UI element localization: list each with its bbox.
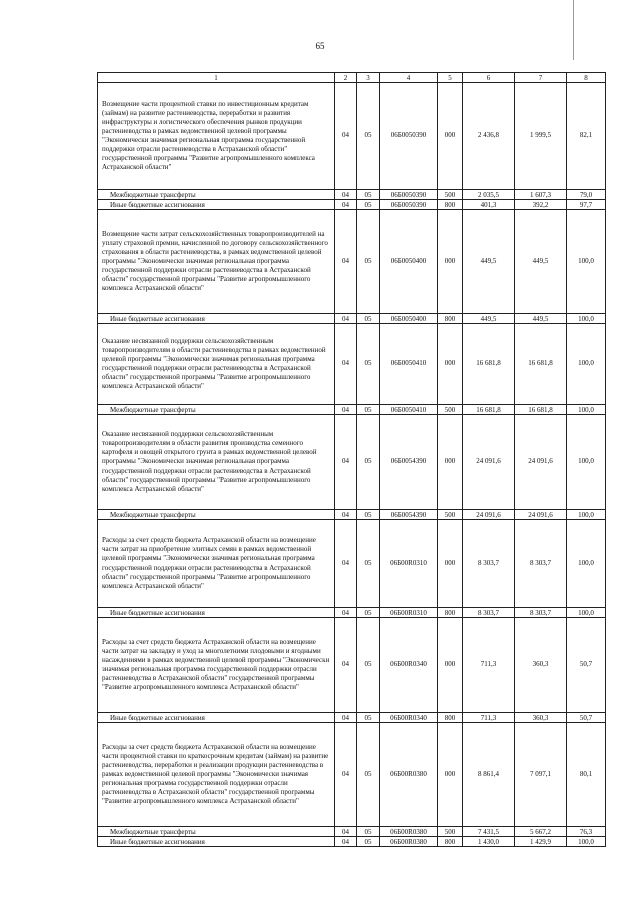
cell-subsection-code: 05 xyxy=(357,520,380,608)
cell-execution-percent: 100,0 xyxy=(567,415,606,510)
cell-name: Расходы за счет средств бюджета Астраханской области на возмещение части затрат на приобретение элитных семян в рамках ведомственной целевой программы "Экономически значимая региональная программа государственной поддержки отрасли растениеводства в Астраханской области" государственной программы "Развитие агропромышленного комплекса Астраханской области" xyxy=(98,520,335,608)
header-col-4: 4 xyxy=(380,73,438,83)
cell-target-code: 06Б0050390 xyxy=(380,190,438,200)
cell-section-code: 04 xyxy=(335,314,357,324)
cell-planned-amount: 8 303,7 xyxy=(463,520,515,608)
cell-name: Расходы за счет средств бюджета Астраханской области на возмещение части процентной ставки по краткосрочным кредитам (займам) на развитие растениеводства, переработки и реализации продукции растениеводства в рамках ведомственной целевой программы "Экономически значимая региональная программа государственной поддержки отрасли растениеводства в Астраханской области" государственной программы "Развитие агропромышленного комплекса Астраханской области" xyxy=(98,723,335,827)
cell-expense-type-code: 500 xyxy=(438,510,463,520)
header-col-7: 7 xyxy=(515,73,567,83)
header-col-1: 1 xyxy=(98,73,335,83)
cell-expense-type-code: 500 xyxy=(438,190,463,200)
cell-name: Межбюджетные трансферты xyxy=(98,405,335,415)
cell-subsection-code: 05 xyxy=(357,827,380,837)
cell-name: Возмещение части затрат сельскохозяйственных товаропроизводителей на уплату страховой премии, начисленной по договору сельскохозяйственного страхования в области растениеводства, в рамках ведомственной целевой программы "Экономически значимая региональная программа государственной поддержки отрасли растениеводства в Астраханской области" государственной программы "Развитие агропромышленного комплекса Астраханской области" xyxy=(98,210,335,314)
cell-expense-type-code: 000 xyxy=(438,415,463,510)
cell-target-code: 06Б00R0380 xyxy=(380,827,438,837)
cell-subsection-code: 05 xyxy=(357,837,380,847)
cell-target-code: 06Б00R0380 xyxy=(380,837,438,847)
cell-name: Иные бюджетные ассигнования xyxy=(98,608,335,618)
cell-executed-amount: 16 681,8 xyxy=(515,324,567,405)
cell-subsection-code: 05 xyxy=(357,608,380,618)
cell-section-code: 04 xyxy=(335,618,357,713)
cell-name: Возмещение части процентной ставки по инвестиционным кредитам (займам) на развитие растениеводства, переработки и развития инфраструктуры и логистического обеспечения рынков продукции растениеводства в рамках ведомственной целевой программы "Экономически значимая региональная программа государственной поддержки отрасли растениеводства в Астраханской области" государственной программы "Развитие агропромышленного комплекса Астраханской области" xyxy=(98,83,335,190)
cell-executed-amount: 449,5 xyxy=(515,314,567,324)
cell-expense-type-code: 800 xyxy=(438,314,463,324)
cell-name: Межбюджетные трансферты xyxy=(98,827,335,837)
cell-planned-amount: 2 436,8 xyxy=(463,83,515,190)
cell-section-code: 04 xyxy=(335,405,357,415)
cell-subsection-code: 05 xyxy=(357,83,380,190)
cell-target-code: 06Б0050410 xyxy=(380,405,438,415)
cell-expense-type-code: 000 xyxy=(438,723,463,827)
cell-planned-amount: 8 303,7 xyxy=(463,608,515,618)
table-subrow xyxy=(98,827,606,837)
cell-name: Оказание несвязанной поддержки сельскохозяйственным товаропроизводителям в области растениеводства в рамках ведомственной целевой программы "Экономически значимая региональная программа государственной поддержки отрасли растениеводства в Астраханской области" государственной программы "Развитие агропромышленного комплекса Астраханской области" xyxy=(98,324,335,405)
cell-subsection-code: 05 xyxy=(357,510,380,520)
cell-section-code: 04 xyxy=(335,827,357,837)
cell-target-code: 06Б0050390 xyxy=(380,200,438,210)
cell-executed-amount: 16 681,8 xyxy=(515,405,567,415)
cell-section-code: 04 xyxy=(335,510,357,520)
cell-executed-amount: 392,2 xyxy=(515,200,567,210)
cell-planned-amount: 24 091,6 xyxy=(463,415,515,510)
cell-planned-amount: 16 681,8 xyxy=(463,405,515,415)
budget-table-wrapper xyxy=(97,72,605,847)
cell-executed-amount: 7 097,1 xyxy=(515,723,567,827)
cell-expense-type-code: 000 xyxy=(438,83,463,190)
cell-subsection-code: 05 xyxy=(357,314,380,324)
cell-section-code: 04 xyxy=(335,415,357,510)
header-col-5: 5 xyxy=(438,73,463,83)
cell-expense-type-code: 000 xyxy=(438,210,463,314)
table-subrow xyxy=(98,608,606,618)
table-subrow xyxy=(98,190,606,200)
budget-table xyxy=(97,72,606,847)
table-subrow xyxy=(98,405,606,415)
cell-execution-percent: 100,0 xyxy=(567,405,606,415)
cell-planned-amount: 449,5 xyxy=(463,210,515,314)
cell-execution-percent: 100,0 xyxy=(567,837,606,847)
cell-section-code: 04 xyxy=(335,83,357,190)
cell-expense-type-code: 800 xyxy=(438,837,463,847)
cell-execution-percent: 76,3 xyxy=(567,827,606,837)
page-number: 65 xyxy=(315,41,325,51)
cell-subsection-code: 05 xyxy=(357,713,380,723)
cell-execution-percent: 100,0 xyxy=(567,608,606,618)
cell-name: Оказание несвязанной поддержки сельскохозяйственным товаропроизводителям в области развития производства семенного картофеля и овощей открытого грунта в рамках ведомственной целевой программы "Экономически значимая региональная программа государственной поддержки отрасли растениеводства в Астраханской области" государственной программы "Развитие агропромышленного комплекса Астраханской области" xyxy=(98,415,335,510)
cell-planned-amount: 401,3 xyxy=(463,200,515,210)
header-row xyxy=(98,73,606,83)
cell-expense-type-code: 500 xyxy=(438,827,463,837)
cell-planned-amount: 711,3 xyxy=(463,713,515,723)
cell-target-code: 06Б0050410 xyxy=(380,324,438,405)
cell-execution-percent: 100,0 xyxy=(567,210,606,314)
cell-execution-percent: 79,0 xyxy=(567,190,606,200)
cell-subsection-code: 05 xyxy=(357,210,380,314)
cell-execution-percent: 100,0 xyxy=(567,510,606,520)
table-subrow xyxy=(98,713,606,723)
cell-target-code: 06Б00R0310 xyxy=(380,520,438,608)
cell-executed-amount: 1 607,3 xyxy=(515,190,567,200)
cell-target-code: 06Б00R0380 xyxy=(380,723,438,827)
cell-subsection-code: 05 xyxy=(357,405,380,415)
cell-subsection-code: 05 xyxy=(357,324,380,405)
cell-expense-type-code: 000 xyxy=(438,324,463,405)
cell-execution-percent: 82,1 xyxy=(567,83,606,190)
cell-executed-amount: 360,3 xyxy=(515,618,567,713)
cell-target-code: 06Б00R0340 xyxy=(380,713,438,723)
table-row xyxy=(98,210,606,314)
cell-executed-amount: 24 091,6 xyxy=(515,415,567,510)
cell-execution-percent: 100,0 xyxy=(567,520,606,608)
cell-execution-percent: 100,0 xyxy=(567,314,606,324)
cell-executed-amount: 449,5 xyxy=(515,210,567,314)
cell-section-code: 04 xyxy=(335,713,357,723)
cell-planned-amount: 449,5 xyxy=(463,314,515,324)
cell-target-code: 06Б0050400 xyxy=(380,210,438,314)
table-row xyxy=(98,83,606,190)
cell-executed-amount: 1 429,9 xyxy=(515,837,567,847)
cell-name: Иные бюджетные ассигнования xyxy=(98,200,335,210)
cell-target-code: 06Б0050390 xyxy=(380,83,438,190)
cell-planned-amount: 711,3 xyxy=(463,618,515,713)
table-body xyxy=(98,83,606,847)
cell-subsection-code: 05 xyxy=(357,190,380,200)
header-col-8: 8 xyxy=(567,73,606,83)
cell-name: Межбюджетные трансферты xyxy=(98,510,335,520)
cell-section-code: 04 xyxy=(335,520,357,608)
cell-section-code: 04 xyxy=(335,837,357,847)
cell-section-code: 04 xyxy=(335,210,357,314)
cell-executed-amount: 8 303,7 xyxy=(515,608,567,618)
cell-expense-type-code: 000 xyxy=(438,618,463,713)
cell-planned-amount: 16 681,8 xyxy=(463,324,515,405)
cell-name: Межбюджетные трансферты xyxy=(98,190,335,200)
cell-section-code: 04 xyxy=(335,200,357,210)
header-col-6: 6 xyxy=(463,73,515,83)
cell-planned-amount: 7 431,5 xyxy=(463,827,515,837)
cell-subsection-code: 05 xyxy=(357,618,380,713)
cell-planned-amount: 1 430,0 xyxy=(463,837,515,847)
cell-target-code: 06Б0054390 xyxy=(380,415,438,510)
cell-execution-percent: 80,1 xyxy=(567,723,606,827)
cell-subsection-code: 05 xyxy=(357,723,380,827)
cell-planned-amount: 24 091,6 xyxy=(463,510,515,520)
cell-section-code: 04 xyxy=(335,190,357,200)
table-row xyxy=(98,324,606,405)
table-subrow xyxy=(98,837,606,847)
cell-target-code: 06Б0054390 xyxy=(380,510,438,520)
cell-name: Иные бюджетные ассигнования xyxy=(98,314,335,324)
cell-executed-amount: 5 667,2 xyxy=(515,827,567,837)
cell-planned-amount: 8 861,4 xyxy=(463,723,515,827)
table-subrow xyxy=(98,314,606,324)
table-row xyxy=(98,415,606,510)
scan-margin-line xyxy=(573,0,574,60)
cell-name: Иные бюджетные ассигнования xyxy=(98,837,335,847)
table-subrow xyxy=(98,510,606,520)
cell-section-code: 04 xyxy=(335,324,357,405)
cell-executed-amount: 1 999,5 xyxy=(515,83,567,190)
header-col-2: 2 xyxy=(335,73,357,83)
cell-planned-amount: 2 035,5 xyxy=(463,190,515,200)
cell-executed-amount: 360,3 xyxy=(515,713,567,723)
table-row xyxy=(98,618,606,713)
table-row xyxy=(98,723,606,827)
cell-subsection-code: 05 xyxy=(357,200,380,210)
cell-expense-type-code: 800 xyxy=(438,608,463,618)
table-subrow xyxy=(98,200,606,210)
cell-execution-percent: 50,7 xyxy=(567,618,606,713)
cell-execution-percent: 97,7 xyxy=(567,200,606,210)
table-row xyxy=(98,520,606,608)
cell-expense-type-code: 800 xyxy=(438,713,463,723)
cell-name: Иные бюджетные ассигнования xyxy=(98,713,335,723)
cell-execution-percent: 100,0 xyxy=(567,324,606,405)
cell-section-code: 04 xyxy=(335,723,357,827)
header-col-3: 3 xyxy=(357,73,380,83)
cell-section-code: 04 xyxy=(335,608,357,618)
cell-expense-type-code: 800 xyxy=(438,200,463,210)
cell-executed-amount: 24 091,6 xyxy=(515,510,567,520)
cell-target-code: 06Б00R0310 xyxy=(380,608,438,618)
cell-subsection-code: 05 xyxy=(357,415,380,510)
cell-target-code: 06Б0050400 xyxy=(380,314,438,324)
cell-executed-amount: 8 303,7 xyxy=(515,520,567,608)
cell-target-code: 06Б00R0340 xyxy=(380,618,438,713)
cell-execution-percent: 50,7 xyxy=(567,713,606,723)
cell-expense-type-code: 500 xyxy=(438,405,463,415)
cell-expense-type-code: 000 xyxy=(438,520,463,608)
cell-name: Расходы за счет средств бюджета Астраханской области на возмещение части затрат на закладку и уход за многолетними плодовыми и ягодными насаждениями в рамках ведомственной целевой программы "Экономически значимая региональная программа государственной поддержки отрасли растениеводства в Астраханской области" государственной программы "Развитие агропромышленного комплекса Астраханской области" xyxy=(98,618,335,713)
